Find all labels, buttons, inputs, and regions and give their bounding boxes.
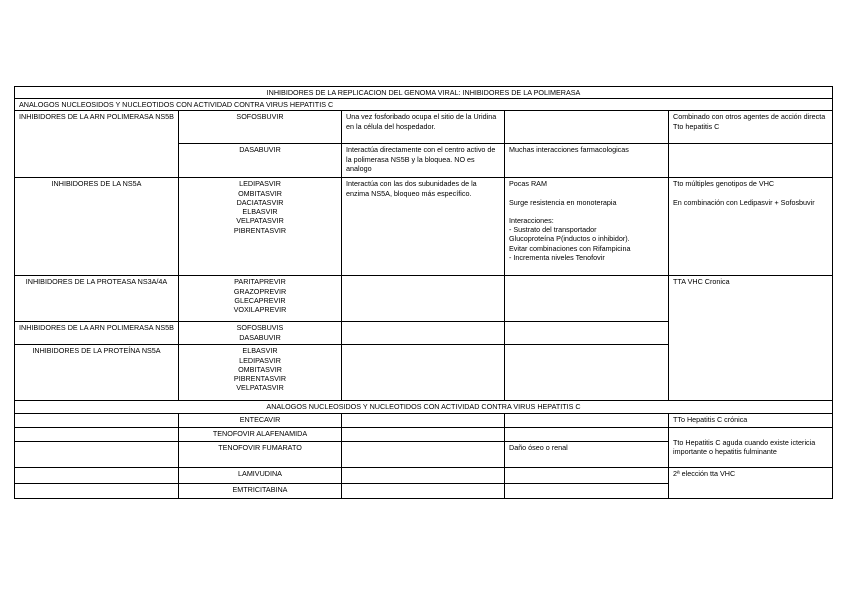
lamivudina-effects xyxy=(505,467,669,483)
hbv-section-row xyxy=(15,401,833,413)
effects-line: Interacciones: xyxy=(509,215,554,225)
lamivudina-notes: 2ª elección tta VHC xyxy=(669,467,833,498)
ns5a-mechanism: Interactúa con las dos subunidades de la enzima NS5A, bloqueo más específico. xyxy=(342,178,505,276)
emtricitabina-category xyxy=(15,483,179,498)
list-item: PIBRENTASVIR xyxy=(233,225,287,235)
list-item: ELBASVIR xyxy=(242,346,278,356)
list-item: GLECAPREVIR xyxy=(234,295,286,305)
ns3-effects xyxy=(505,276,669,322)
table-row xyxy=(15,413,833,427)
ns3-drug-list xyxy=(179,276,342,322)
dasabuvir-mechanism: Interactúa directamente con el centro activo de la polimerasa NS5B y la bloquea. NO es analogo xyxy=(342,144,505,178)
dasabuvir-name: DASABUVIR xyxy=(179,144,342,178)
table-row xyxy=(15,178,833,276)
sofosbuvir-mechanism: Una vez fosforibado ocupa el sitio de la Uridina en la célula del hospedador. xyxy=(342,111,505,144)
ns5b-category: INHIBIDORES DE LA ARN POLIMERASA NS5B xyxy=(15,111,179,178)
hcv-section-heading: ANALOGOS NUCLEOSIDOS Y NUCLEOTIDOS CON ACTIVIDAD CONTRA VIRUS HEPATITIS C xyxy=(15,99,833,111)
polymerase-inhibitors-table xyxy=(14,86,833,499)
sofosbuvir-notes xyxy=(669,111,833,144)
table-row xyxy=(15,276,833,322)
effects-line: Glucoproteína P(inductos o inhibidor). xyxy=(509,234,630,244)
notes-line: Tto múltiples genotipos de VHC xyxy=(673,179,775,189)
tenofovir-af-effects xyxy=(505,427,669,441)
list-item: LEDIPASVIR xyxy=(239,179,281,189)
lamivudina-name: LAMIVUDINA xyxy=(179,467,342,483)
hbv-section-heading: ANALOGOS NUCLEOSIDOS Y NUCLEOTIDOS CON ACTIVIDAD CONTRA VIRUS HEPATITIS C xyxy=(15,401,833,413)
hcv-section-row xyxy=(15,99,833,111)
sofosbuvir-notes-line: Tto hepatitis C xyxy=(673,121,720,131)
sofosbuvir-notes-line: Combinado con otros agentes de acción directa xyxy=(673,112,826,122)
tenofovir-f-mechanism xyxy=(342,441,505,467)
ns5a-protein-category: INHIBIDORES DE LA PROTEÍNA NS5A xyxy=(15,345,179,401)
list-item: DACIATASVIR xyxy=(236,197,284,207)
entecavir-category xyxy=(15,413,179,427)
list-item: VOXILAPREVIR xyxy=(233,305,287,315)
list-item: VELPATASVIR xyxy=(236,383,284,393)
entecavir-effects xyxy=(505,413,669,427)
ns5a-effects xyxy=(505,178,669,276)
list-item: PARITAPREVIR xyxy=(234,277,286,287)
effects-line: - Incrementa niveles Tenofovir xyxy=(509,252,605,262)
dasabuvir-interactions: Muchas interacciones farmacologicas xyxy=(505,144,669,178)
effects-line: Surge resistencia en monoterapia xyxy=(509,197,617,207)
list-item: LEDIPASVIR xyxy=(239,355,281,365)
ns5a-category: INHIBIDORES DE LA NS5A xyxy=(15,178,179,276)
ns5b-combo-category: INHIBIDORES DE LA ARN POLIMERASA NS5B xyxy=(15,322,179,345)
ns5b-combo-mechanism xyxy=(342,322,505,345)
list-item: PIBRENTASVIR xyxy=(233,374,287,384)
effects-line: Evitar combinaciones con Rifampicina xyxy=(509,243,631,253)
emtricitabina-name: EMTRICITABINA xyxy=(179,483,342,498)
ns3-mechanism xyxy=(342,276,505,322)
table-title: INHIBIDORES DE LA REPLICACION DEL GENOMA VIRAL: INHIBIDORES DE LA POLIMERASA xyxy=(15,87,833,99)
title-row xyxy=(15,87,833,99)
effects-line: - Sustrato del transportador xyxy=(509,225,597,235)
table-row xyxy=(15,111,833,144)
effects-line: Pocas RAM xyxy=(509,179,547,189)
tenofovir-f-category xyxy=(15,441,179,467)
list-item: DASABUVIR xyxy=(239,332,281,342)
tenofovir-f-effects: Daño óseo o renal xyxy=(505,441,669,467)
emtricitabina-effects xyxy=(505,483,669,498)
ns5a-drug-list xyxy=(179,178,342,276)
lamivudina-category xyxy=(15,467,179,483)
ns5b-combo-effects xyxy=(505,322,669,345)
list-item: OMBITASVIR xyxy=(238,188,282,198)
tenofovir-af-category xyxy=(15,427,179,441)
entecavir-mechanism xyxy=(342,413,505,427)
ns3-notes: TTA VHC Cronica xyxy=(669,276,833,401)
tenofovir-f-name: TENOFOVIR FUMARATO xyxy=(179,441,342,467)
list-item: ELBASVIR xyxy=(242,207,278,217)
ns5a-notes xyxy=(669,178,833,276)
entecavir-notes: TTo Hepatitis C crónica xyxy=(669,413,833,427)
list-item: OMBITASVIR xyxy=(238,364,282,374)
entecavir-name: ENTECAVIR xyxy=(179,413,342,427)
dasabuvir-notes xyxy=(669,144,833,178)
table-row xyxy=(15,467,833,483)
ns5b-combo-drug-list xyxy=(179,322,342,345)
notes-line: En combinación con Ledipasvir + Sofosbuvir xyxy=(673,197,815,207)
lamivudina-mechanism xyxy=(342,467,505,483)
tenofovir-f-notes: Tto Hepatitis C aguda cuando existe ictericia importante o hepatitis fulminante xyxy=(669,427,833,467)
emtricitabina-mechanism xyxy=(342,483,505,498)
ns5a-protein-effects xyxy=(505,345,669,401)
list-item: GRAZOPREVIR xyxy=(233,286,287,296)
ns3-category: INHIBIDORES DE LA PROTEASA NS3A/4A xyxy=(15,276,179,322)
ns5a-protein-drug-list xyxy=(179,345,342,401)
list-item: VELPATASVIR xyxy=(236,216,284,226)
tenofovir-af-name: TENOFOVIR ALAFENAMIDA xyxy=(179,427,342,441)
list-item: SOFOSBUVIS xyxy=(236,323,284,333)
sofosbuvir-effects xyxy=(505,111,669,144)
ns5a-protein-mechanism xyxy=(342,345,505,401)
table-row xyxy=(15,427,833,441)
tenofovir-af-mechanism xyxy=(342,427,505,441)
sofosbuvir-name: SOFOSBUVIR xyxy=(179,111,342,144)
